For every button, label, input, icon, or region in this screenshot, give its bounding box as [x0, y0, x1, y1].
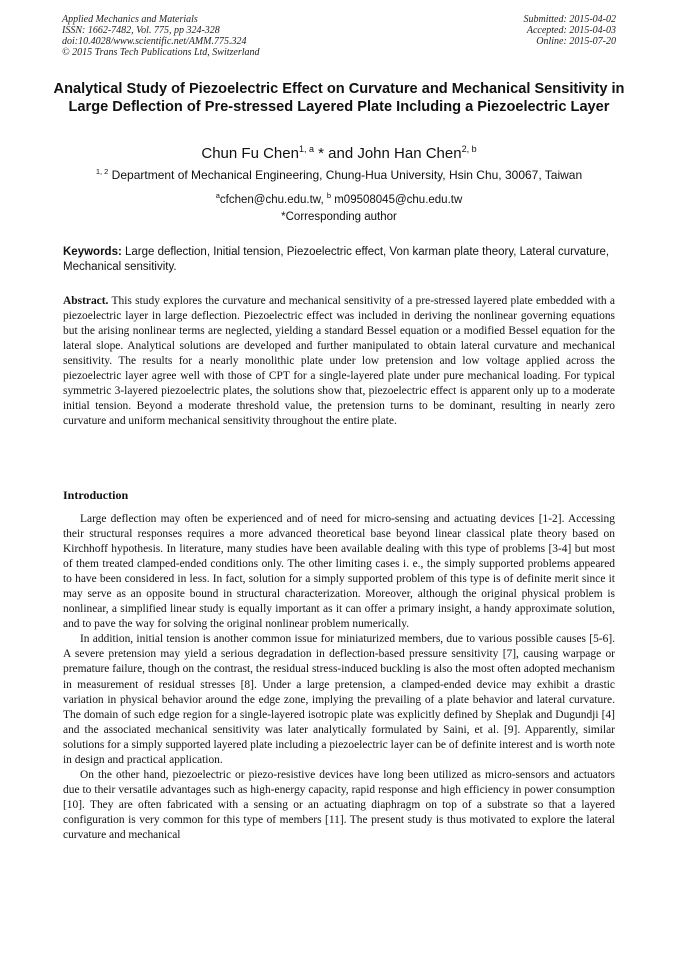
- corresponding-mark: *: [313, 145, 324, 162]
- section-heading-introduction: Introduction: [63, 488, 129, 502]
- affiliation-sup: 1, 2: [95, 167, 109, 176]
- keywords: [63, 245, 615, 275]
- affiliation: [40, 164, 638, 183]
- dates-header: [524, 14, 617, 47]
- paper-title: Analytical Study of Piezoelectric Effect on Curvature and Mechanical Sensitivity in Large Deflection of Pre-stressed Layered Plate Including a Piezoelectric Layer: [53, 81, 625, 115]
- author-1: Chun Fu Chen: [201, 145, 299, 162]
- email-b[interactable]: m09508045@chu.edu.tw: [331, 193, 463, 206]
- journal-name: Applied Mechanics and Materials: [62, 14, 198, 25]
- intro-paragraph-3: On the other hand, piezoelectric or piezo-resistive devices have long been utilized as micro-sensors and actuators due to their versatile advantages such as high-energy capacity, rapid response and high efficiency in power consumption [10]. They are often fabricated with a sensing or an actuating diaphragm on top of a substrate so that a layered configuration is very common for this type of members [11]. The present study is thus motivated to explore the lateral curvature and mechanical: [63, 768, 615, 841]
- accepted-date: Accepted: 2015-04-03: [526, 25, 616, 36]
- author-line: [40, 139, 638, 164]
- submitted-date: Submitted: 2015-04-02: [523, 14, 616, 25]
- author-2: John Han Chen: [357, 145, 462, 162]
- intro-paragraph-2: In addition, initial tension is another common issue for miniaturized members, due to various possible causes [5-6]. A severe pretension may yield a serious degradation in deflection-based pressure sensitivity [7], causing warpage or premature failure, though on the contrast, the residual stress-induced buckling is also the most often adopted mechanism in measurement of residual stresses [8]. Under a large pretension, a clamped-ended device may exhibit a drastic variation in physical behavior around the edge zone, implying the prevailing of a plate behavior and lateral curvature. The domain of such edge region for a single-layered isotropic plate was explicitly defined by Sheplak and Dugundji [4] and the associated mechanical sensitivity was later analytically formulated by Saini, et al. [9]. Apparently, similar solutions for a simply supported layered plate including a piezoelectric layer can be of definite interest and is worth note in design and practical application.: [63, 633, 615, 766]
- intro-paragraph-1: Large deflection may often be experienced and of need for micro-sensing and actuating devices [1-2]. Accessing their structural responses requires a more advanced theoretical base beyond linear classical plate theory based on Kirchhoff hypothesis. In literature, many studies have been available dealing with this type of problems [3-4] but most of them treated clamped-ended conditions only. The other limiting cases i. e., the simply supported problems appeared to have been considered in less. In fact, solution for a simply supported problem of this type is of definite merit since it may serve as an opposite bound in structural characterization. Moreover, although the original physical problem is nonlinear, a simplified linear study is equally important as it can offer a primary insight, a handy approximate solution, and to pave the way for solving the original nonlinear problem numerically.: [63, 513, 615, 631]
- author-1-affil: 1, a: [298, 144, 314, 154]
- keywords-text: Large deflection, Initial tension, Piezoelectric effect, Von karman plate theory, Lateral curvature, Mechanical sensitivity.: [63, 246, 610, 273]
- doi-line: doi:10.4028/www.scientific.net/AMM.775.324: [62, 36, 247, 47]
- introduction-body: [63, 512, 615, 843]
- author-2-affil: 2, b: [461, 144, 477, 154]
- copyright-line: © 2015 Trans Tech Publications Ltd, Switzerland: [62, 47, 260, 58]
- email-a[interactable]: cfchen@chu.edu.tw,: [219, 193, 324, 206]
- email-a-sup: a: [215, 191, 220, 200]
- issn-line: ISSN: 1662-7482, Vol. 775, pp 324-328: [62, 25, 220, 36]
- email-line: [40, 188, 638, 208]
- online-date: Online: 2015-07-20: [536, 36, 616, 47]
- email-b-sup: b: [326, 191, 332, 200]
- journal-header: [62, 14, 260, 58]
- corresponding-author: *Corresponding author: [281, 211, 397, 223]
- abstract-label: Abstract.: [63, 295, 109, 307]
- abstract: [63, 294, 615, 429]
- keywords-label: Keywords:: [63, 246, 122, 258]
- author-conjunction: and: [323, 145, 358, 162]
- abstract-text: This study explores the curvature and mechanical sensitivity of a pre-stressed layered plate embedded with a piezoelectric layer in large deflection. Piezoelectric effect was included in deriving the nonlinear governing equations but the arising nonlinear terms are neglected, yielding a standard Bessel equation or a modified Bessel equation for the lateral slope. Analytical solutions are developed and further manipulated to obtain lateral curvature and mechanical sensitivity. The results for a nearly monolithic plate under low pretension and low voltage applied across the piezoelectric layer agree well with those of CPT for a single-layered plate under pure mechanical loading. For typical symmetric 3-layered piezoelectric plates, the solutions show that, piezoelectric effect is apparent only up to a moderate initial tension. Beyond a moderate threshold value, the pretension turns to be dominant, resulting in nearly zero curvature and uniform mechanical sensitivity throughout the entire plate.: [63, 295, 615, 428]
- affiliation-text: Department of Mechanical Engineering, Chung-Hua University, Hsin Chu, 30067, Taiwan: [108, 168, 583, 182]
